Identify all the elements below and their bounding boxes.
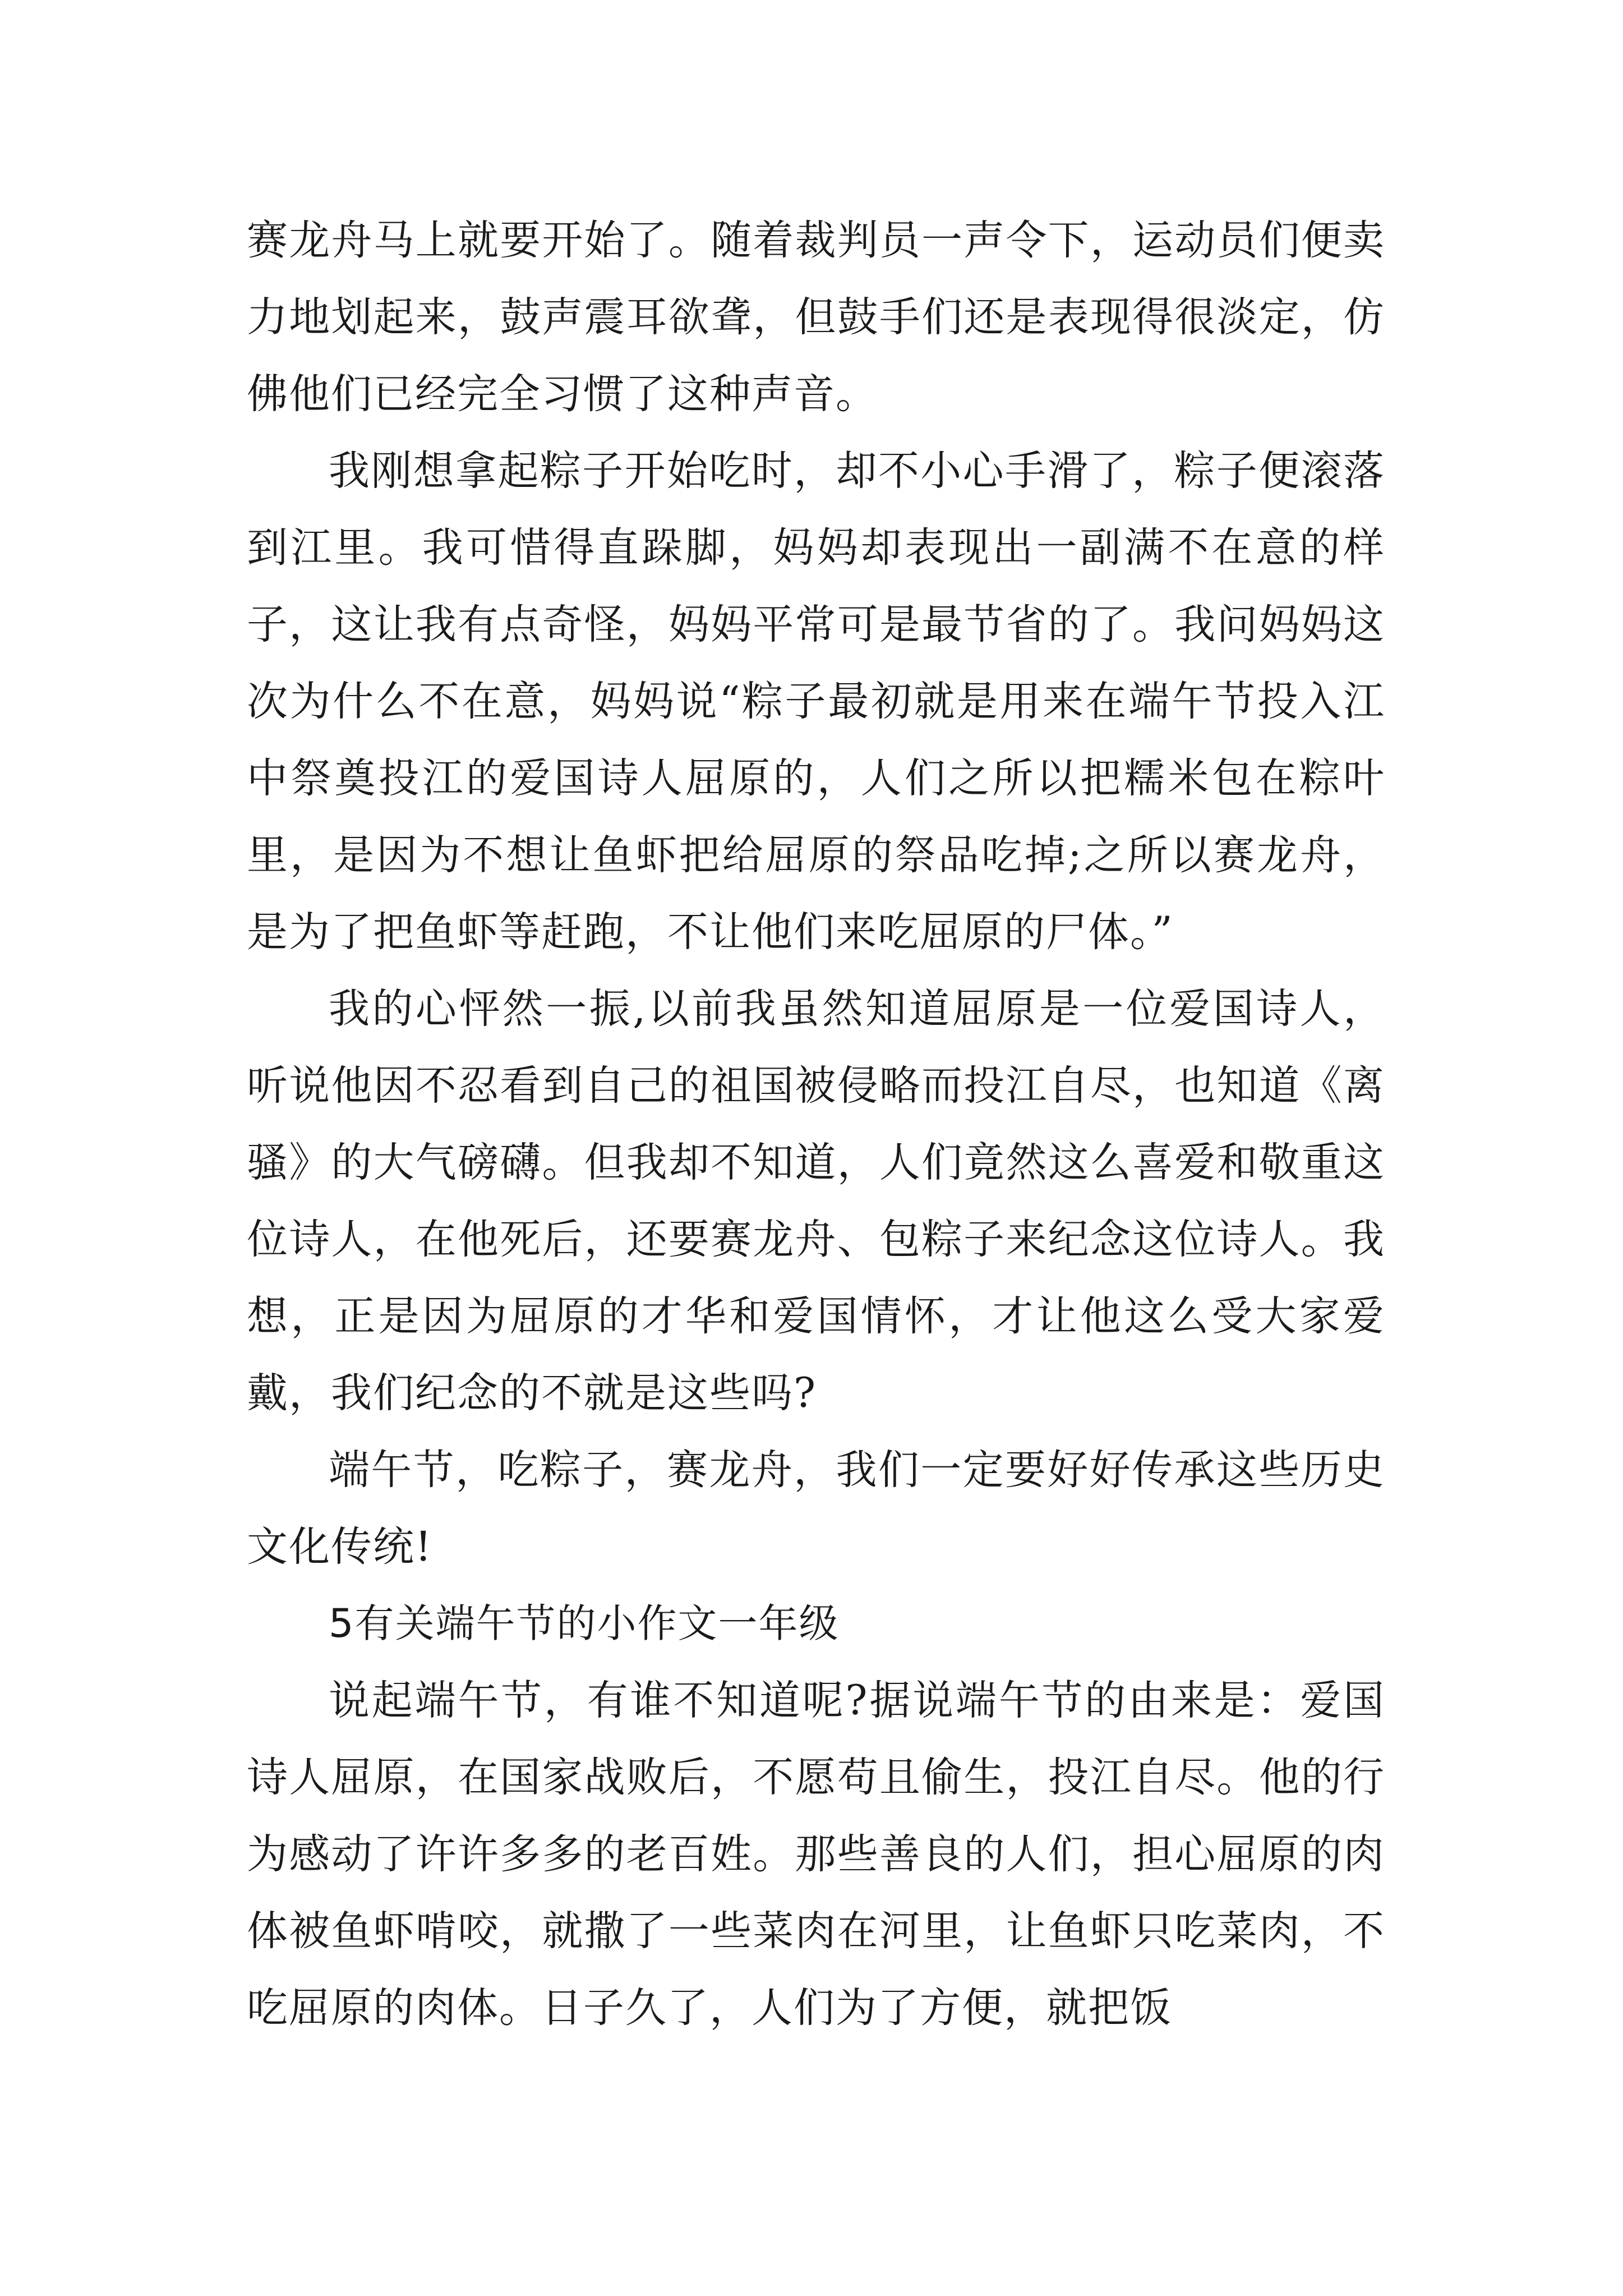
section-heading: 5有关端午节的小作文一年级 xyxy=(329,1600,840,1646)
paragraph-dragon-boat-race: 赛龙舟马上就要开始了。随着裁判员一声令下，运动员们便卖力地划起来，鼓声震耳欲聋，但鼓手们还是表现得很淡定，仿佛他们已经完全习惯了这种声音。 xyxy=(247,217,1385,418)
paragraph-zongzi-story: 我刚想拿起粽子开始吃时，却不小心手滑了，粽子便滚落到江里。我可惜得直跺脚，妈妈却表现出一副满不在意的样子，这让我有点奇怪，妈妈平常可是最节省的了。我问妈妈这次为什么不在意，妈妈说“粽子最初就是用来在端午节投入江中祭奠投江的爱国诗人屈原的，人们之所以把糯米包在粽叶里，是因为不想让鱼虾把给屈原的祭品吃掉;之所以赛龙舟，是为了把鱼虾等赶跑，不让他们来吃屈原的尸体。” xyxy=(247,447,1385,956)
paragraph-festival-origin: 说起端午节，有谁不知道呢?据说端午节的由来是：爱国诗人屈原，在国家战败后，不愿苟且偷生，投江自尽。他的行为感动了许许多多的老百姓。那些善良的人们，担心屈原的肉体被鱼虾啃咬，就撒了一些菜肉在河里，让鱼虾只吃菜肉，不吃屈原的肉体。日子久了，人们为了方便，就把饭 xyxy=(247,1677,1385,2032)
paragraph-conclusion: 端午节，吃粽子，赛龙舟，我们一定要好好传承这些历史文化传统! xyxy=(247,1446,1385,1571)
paragraph-qu-yuan-reflection: 我的心怦然一振,以前我虽然知道屈原是一位爱国诗人，听说他因不忍看到自己的祖国被侵略而投江自尽，也知道《离骚》的大气磅礴。但我却不知道，人们竟然这么喜爱和敬重这位诗人，在他死后，还要赛龙舟、包粽子来纪念这位诗人。我想，正是因为屈原的才华和爱国情怀，才让他这么受大家爱戴，我们纪念的不就是这些吗? xyxy=(247,985,1385,1417)
document-body xyxy=(247,202,1385,2046)
